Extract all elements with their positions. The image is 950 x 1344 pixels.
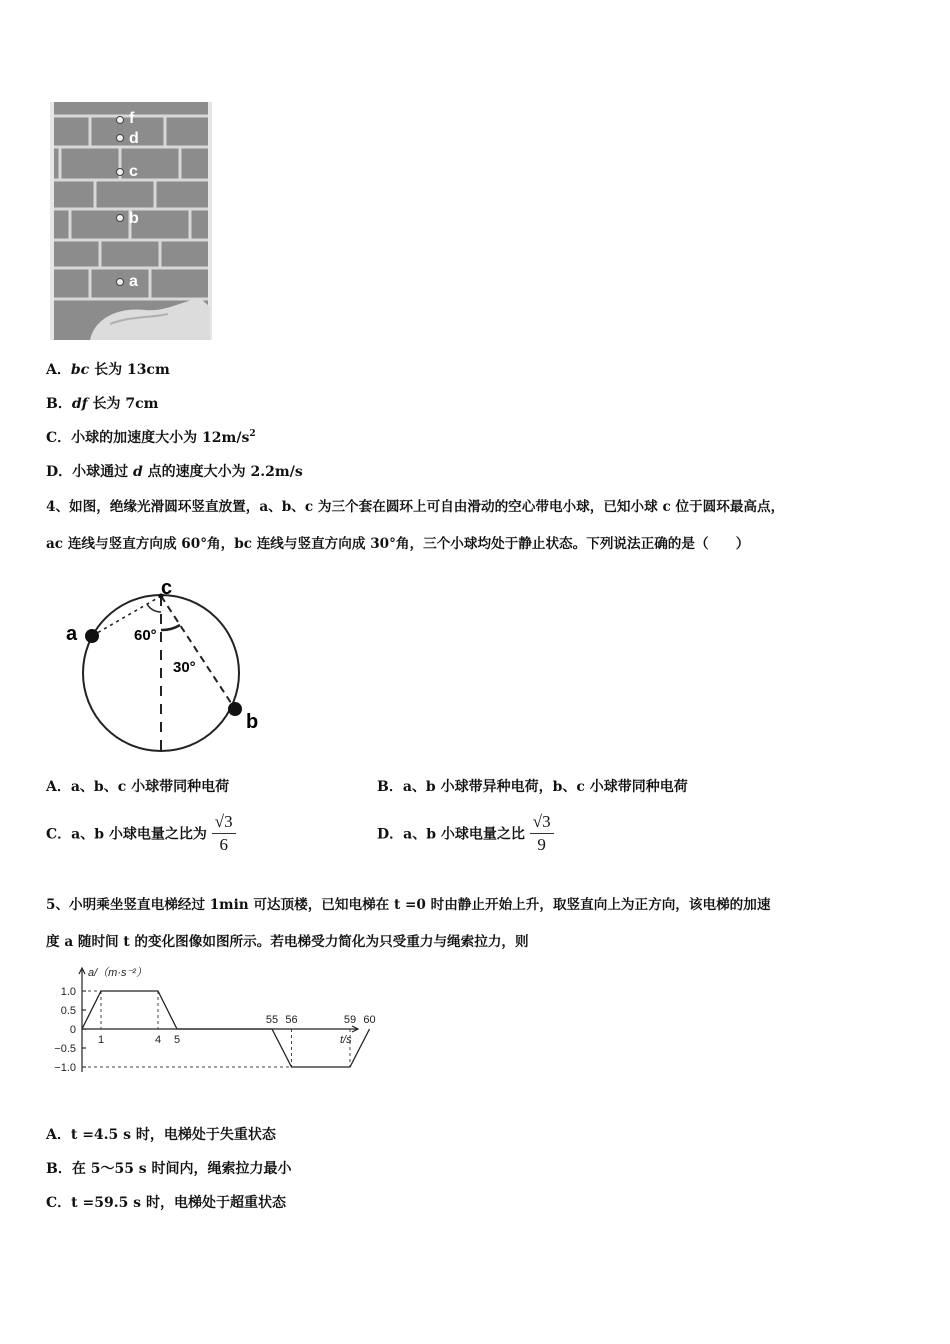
option-text: 点的速度大小为 2.2m/s: [142, 464, 303, 480]
option-text: D．a、b 小球电量之比: [377, 826, 525, 843]
x-tick-label: 60: [363, 1014, 376, 1026]
q4-stem-line2: ac 连线与竖直方向成 60°角，bc 连线与竖直方向成 30°角，三个小球均处于静止状态。下列说法正确的是（ ）: [46, 536, 750, 552]
label-a: a: [66, 623, 78, 645]
x-tick-label: 56: [285, 1014, 298, 1026]
q4-option-c[interactable]: [46, 812, 236, 855]
y-tick-label: 1.0: [60, 986, 76, 998]
fraction: [212, 812, 236, 855]
q5-option-b[interactable]: B．在 5～55 s 时间内，绳索拉力最小: [46, 1161, 292, 1177]
angle-30: 30°: [173, 659, 196, 676]
q4-option-b[interactable]: B．a、b 小球带异种电荷，b、c 小球带同种电荷: [377, 779, 688, 795]
q4-option-a[interactable]: A．a、b、c 小球带同种电荷: [46, 779, 230, 795]
ball-label-c: c: [129, 163, 138, 180]
q5-option-a[interactable]: A．t =4.5 s 时，电梯处于失重状态: [46, 1127, 276, 1143]
q5-stem-line2: 度 a 随时间 t 的变化图像如图所示。若电梯受力简化为只受重力与绳索拉力，则: [46, 934, 529, 950]
y-tick-label: −0.5: [54, 1043, 76, 1055]
fraction-numerator: √3: [212, 812, 236, 834]
q3-option-d[interactable]: [46, 462, 303, 482]
angle-60: 60°: [134, 627, 157, 644]
acceleration-time-chart: [40, 962, 376, 1082]
x-tick-label: 59: [343, 1014, 357, 1026]
option-variable: df: [71, 396, 88, 412]
fraction-denominator: 9: [537, 835, 546, 854]
y-tick-label: −1.0: [54, 1062, 76, 1074]
option-superscript: 2: [249, 429, 256, 439]
q3-option-c[interactable]: [46, 428, 256, 448]
x-tick-label: 1: [97, 1034, 105, 1046]
q4-stem-line1: 4、如图，绝缘光滑圆环竖直放置，a、b、c 为三个套在圆环上可自由滑动的空心带电小球，已知小球 c 位于圆环最高点，: [46, 499, 785, 515]
ball-label-b: b: [129, 210, 139, 227]
label-b: b: [246, 711, 259, 733]
x-tick-label: 4: [154, 1034, 162, 1046]
label-c: c: [161, 577, 173, 599]
brick-wall-photo: [50, 102, 212, 340]
q3-option-a[interactable]: [46, 360, 170, 380]
option-text: C．a、b 小球电量之比为: [46, 826, 207, 843]
option-text-pre: 小球通过: [72, 464, 134, 480]
option-variable: d: [133, 464, 143, 480]
ball-label-a: a: [129, 273, 138, 290]
fraction: [530, 812, 554, 855]
ball-label-d: d: [129, 130, 139, 147]
option-text: 小球的加速度大小为 12m/s: [71, 430, 250, 446]
option-letter: D．: [46, 464, 73, 480]
x-tick-label: 5: [173, 1034, 181, 1046]
q4-option-d[interactable]: [377, 812, 554, 855]
q4-circle-figure: [60, 578, 280, 762]
fraction-denominator: 6: [219, 835, 228, 854]
ball-label-f: f: [129, 110, 135, 127]
x-axis-label: t/s: [340, 1034, 352, 1046]
option-letter: C．: [46, 430, 72, 446]
y-tick-label: 0: [69, 1024, 76, 1036]
q5-stem-line1: 5、小明乘坐竖直电梯经过 1min 可达顶楼，已知电梯在 t =0 时由静止开始上升，取竖直向上为正方向，该电梯的加速: [46, 897, 771, 913]
q3-option-b[interactable]: [46, 394, 158, 414]
option-text: 长为 13cm: [94, 362, 170, 378]
x-tick-label: 55: [265, 1014, 279, 1026]
fraction-numerator: √3: [530, 812, 554, 834]
y-tick-label: 0.5: [60, 1005, 76, 1017]
option-letter: A．: [46, 362, 71, 378]
option-text: 长为 7cm: [92, 396, 159, 412]
q5-option-c[interactable]: C．t =59.5 s 时，电梯处于超重状态: [46, 1195, 286, 1211]
option-variable: bc: [70, 362, 90, 378]
y-axis-label: a/（m·s⁻²）: [88, 967, 147, 979]
option-letter: B．: [46, 396, 72, 412]
